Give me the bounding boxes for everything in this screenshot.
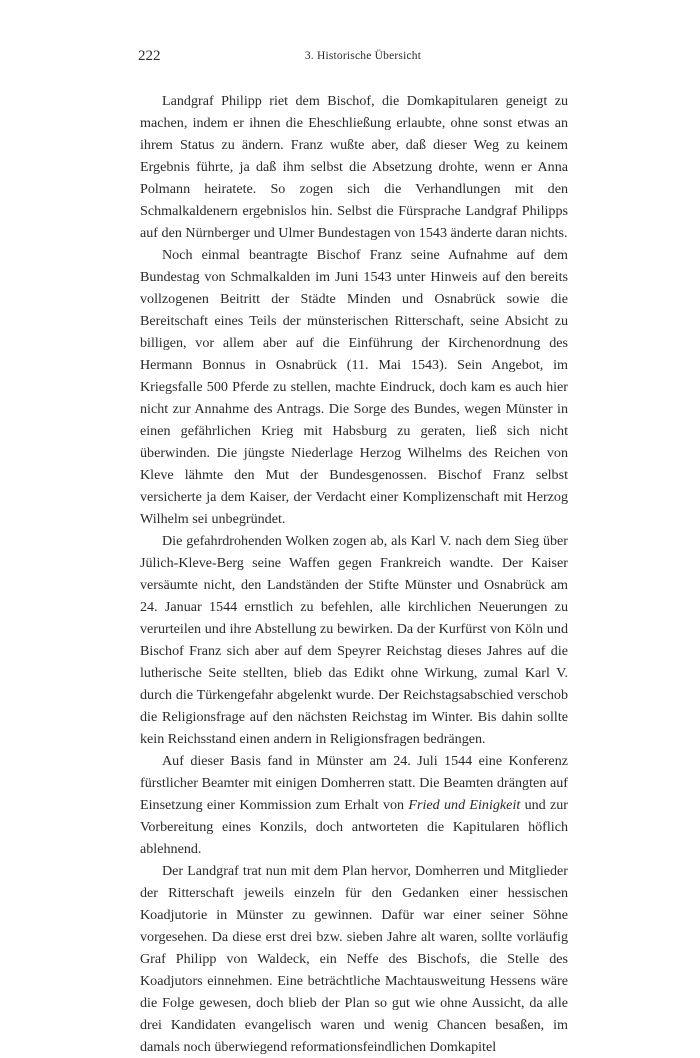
paragraph-4-text-after: und zur Vorbereitung eines Konzils, doch antworteten die Kapitularen höflich ablehnend. <box>140 797 568 857</box>
paragraph-1: Landgraf Philipp riet dem Bischof, die Domkapitularen geneigt zu machen, indem er ihnen die Eheschließung erlaubte, ohne sonst etwas an ihrem Status zu ändern. Franz wußte aber, daß dieser Weg zu keinem Ergebnis führte, ja daß ihm selbst die Absetzung drohte, wenn er Anna Polmann heiratete. So zogen sich die Verhandlungen mit den Schmalkaldenern ergebnislos hin. Selbst die Fürsprache Landgraf Philipps auf den Nürnberger und Ulmer Bundestagen von 1543 änderte daran nichts. <box>140 93 568 241</box>
body-text <box>140 90 568 1058</box>
chapter-title: 3. Historische Übersicht <box>304 50 422 62</box>
page-number: 222 <box>138 48 161 64</box>
book-page <box>138 48 568 1058</box>
paragraph-4 <box>140 750 568 860</box>
paragraph-5: Der Landgraf trat nun mit dem Plan hervor, Domherren und Mitglieder der Ritterschaft jeweils einzeln für den Gedanken einer hessischen Koadjutorie in Münster zu gewinnen. Dafür war einer seiner Söhne vorgesehen. Da diese erst drei bzw. sieben Jahre alt waren, sollte vorläufig Graf Philipp von Waldeck, ein Neffe des Bischofs, die Stelle des Koadjutors einnehmen. Eine beträchtliche Machtausweitung Hessens wäre die Folge gewesen, doch blieb der Plan so gut wie ohne Aussicht, da alle drei Kandidaten evangelisch waren und wenig Chancen besaßen, im damals noch überwiegend reformationsfeindlichen Domkapitel <box>140 863 568 1055</box>
paragraph-2: Noch einmal beantragte Bischof Franz seine Aufnahme auf dem Bundestag von Schmalkalden im Juni 1543 unter Hinweis auf den bereits vollzogenen Beitritt der Städte Minden und Osnabrück sowie die Bereitschaft eines Teils der münsterischen Ritterschaft, seine Absicht zu billigen, vor allem aber auf die Einführung der Kirchenordnung des Hermann Bonnus in Osnabrück (11. Mai 1543). Sein Angebot, im Kriegsfalle 500 Pferde zu stellen, machte Eindruck, doch kam es auch hier nicht zur Annahme des Antrags. Die Sorge des Bundes, wegen Münster in einen gefährlichen Krieg mit Habsburg zu geraten, ließ sich nicht überwinden. Die jüngste Niederlage Herzog Wilhelms des Reichen von Kleve lähmte den Mut der Bundesgenossen. Bischof Franz selbst versicherte ja dem Kaiser, der Verdacht einer Komplizenschaft mit Herzog Wilhelm sei unbegründet. <box>140 247 568 527</box>
paragraph-4-text-before: Auf dieser Basis fand in Münster am 24. Juli 1544 eine Konferenz fürstlicher Beamter mit einigen Domherren statt. Die Beamten drängten auf Einsetzung einer Kommission zum Erhalt von <box>140 753 568 813</box>
italic-phrase: Fried und Einigkeit <box>408 797 521 813</box>
running-head <box>138 48 568 70</box>
paragraph-3: Die gefahrdrohenden Wolken zogen ab, als Karl V. nach dem Sieg über Jülich-Kleve-Berg seine Waffen gegen Frankreich wandte. Der Kaiser versäumte nicht, den Landständen der Stifte Münster und Osnabrück am 24. Januar 1544 ernstlich zu befehlen, alle kirchlichen Neuerungen zu verurteilen und ihre Abstellung zu bewirken. Da der Kurfürst von Köln und Bischof Franz sich aber auf dem Speyrer Reichstag dieses Jahres auf die lutherische Seite stellten, blieb das Edikt ohne Wirkung, zumal Karl V. durch die Türkengefahr abgelenkt wurde. Der Reichstagsabschied verschob die Religionsfrage auf den nächsten Reichstag im Winter. Bis dahin sollte kein Reichsstand einen andern in Religionsfragen bedrängen. <box>140 533 568 747</box>
